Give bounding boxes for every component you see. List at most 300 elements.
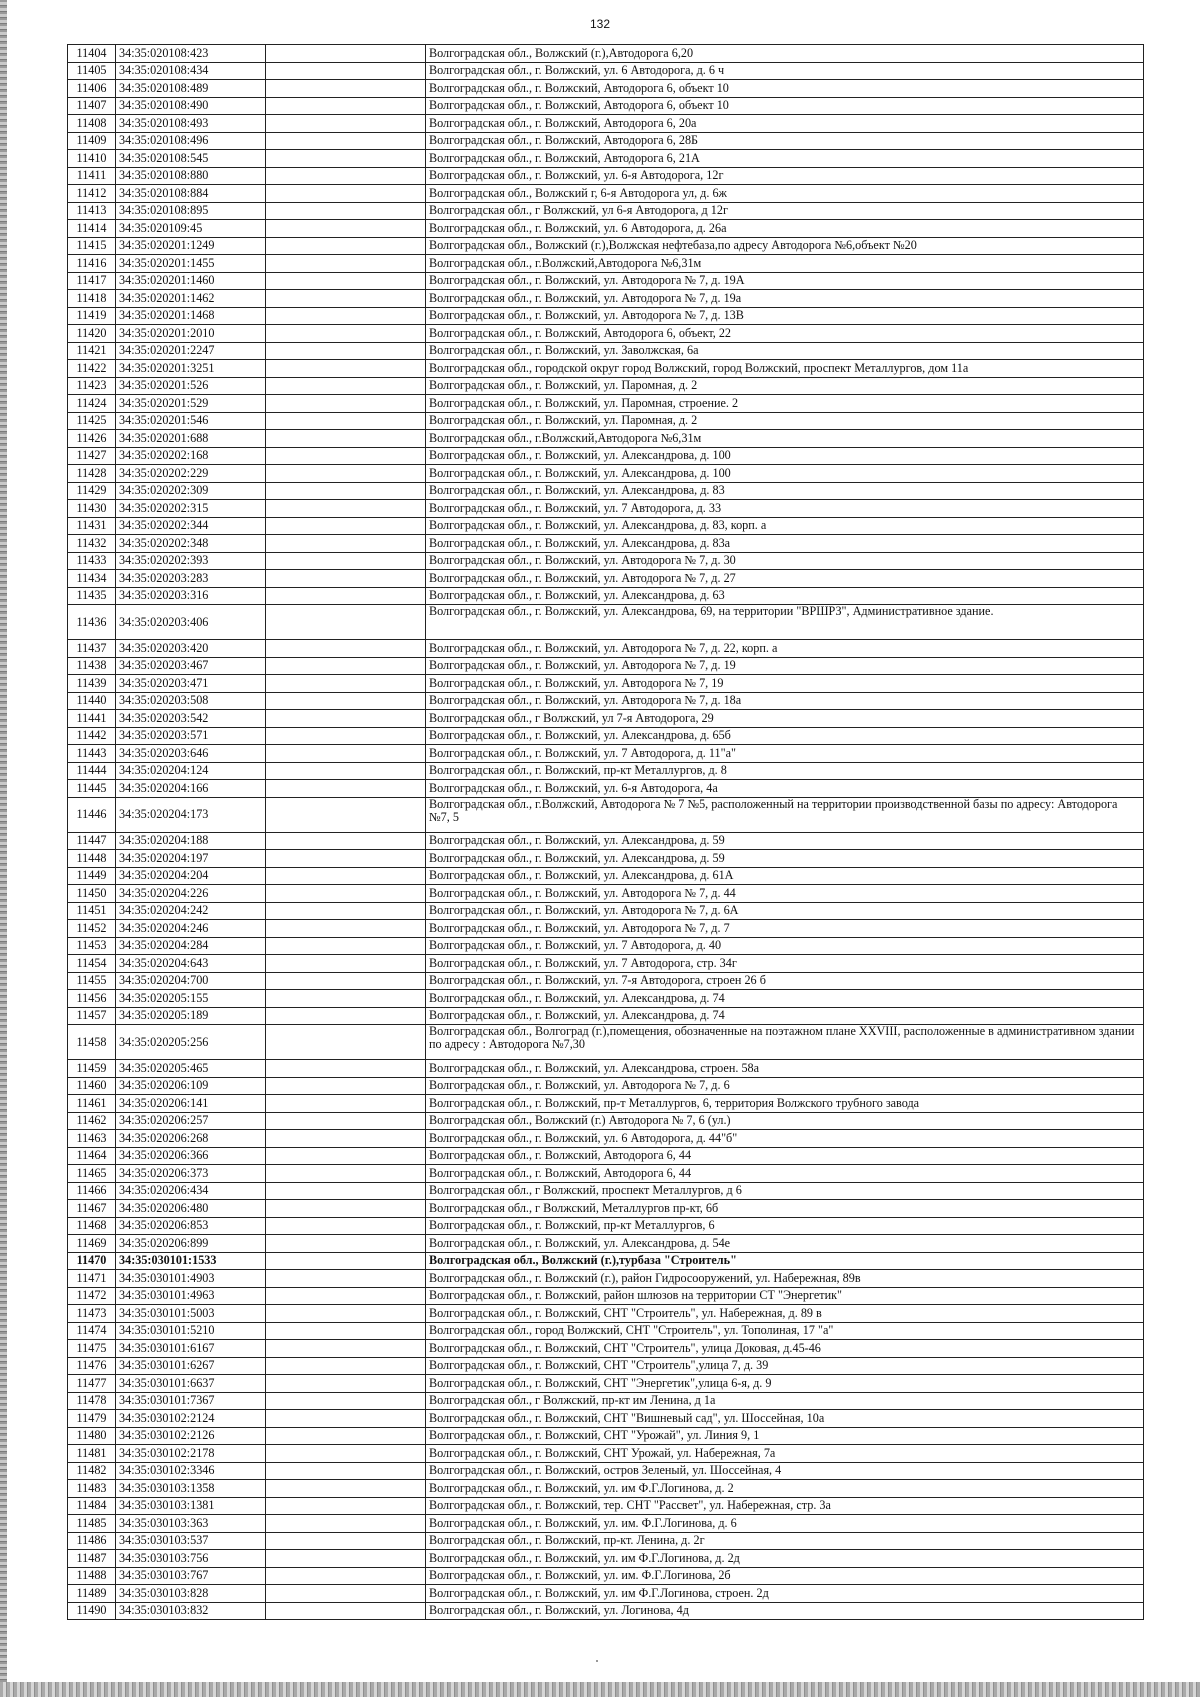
empty-cell [266,1182,426,1200]
cadastral-number-cell: 34:35:030101:7367 [116,1392,266,1410]
table-row [68,97,1144,115]
row-number-cell: 11450 [68,885,116,903]
cadastral-number-cell: 34:35:020203:471 [116,675,266,693]
empty-cell [266,1445,426,1463]
cadastral-number-cell: 34:35:020206:899 [116,1235,266,1253]
address-cell: Волгоградская обл., г. Волжский, ул. им Ф.Г.Логинова, д. 2д [426,1550,1144,1568]
address-cell: Волгоградская обл., г. Волжский, ул. Автодорога № 7, д. 19а [426,290,1144,308]
table-row [68,605,1144,640]
row-number-cell: 11460 [68,1077,116,1095]
row-number-cell: 11444 [68,762,116,780]
empty-cell [266,1515,426,1533]
address-cell: Волгоградская обл., г. Волжский, ул. Автодорога № 7, д. 6 [426,1077,1144,1095]
cadastral-number-cell: 34:35:030101:1533 [116,1252,266,1270]
empty-cell [266,850,426,868]
row-number-cell: 11475 [68,1340,116,1358]
address-cell: Волгоградская обл., г. Волжский, район шлюзов на территории СТ "Энергетик" [426,1287,1144,1305]
address-cell: Волгоградская обл., г. Волжский, СНТ Урожай, ул. Набережная, 7а [426,1445,1144,1463]
empty-cell [266,377,426,395]
cadastral-number-cell: 34:35:020206:480 [116,1200,266,1218]
table-row [68,465,1144,483]
empty-cell [266,710,426,728]
address-cell: Волгоградская обл., г. Волжский, ул. Александрова, д. 74 [426,990,1144,1008]
cadastral-number-cell: 34:35:020108:423 [116,45,266,63]
address-cell: Волгоградская обл., г. Волжский, ул. им Ф.Г.Логинова, д. 2 [426,1480,1144,1498]
cadastral-number-cell: 34:35:020108:493 [116,115,266,133]
cadastral-number-cell: 34:35:030101:6267 [116,1357,266,1375]
address-cell: Волгоградская обл., г. Волжский, СНТ "Урожай", ул. Линия 9, 1 [426,1427,1144,1445]
table-body [68,45,1144,1620]
address-cell: Волгоградская обл., г. Волжский, ул. 6 Автодорога, д. 6 ч [426,62,1144,80]
table-row [68,972,1144,990]
cadastral-number-cell: 34:35:020108:489 [116,80,266,98]
address-cell: Волгоградская обл., г. Волжский, Автодорога 6, объект 10 [426,97,1144,115]
table-row [68,1112,1144,1130]
cadastral-number-cell: 34:35:030103:828 [116,1585,266,1603]
empty-cell [266,150,426,168]
empty-cell [266,727,426,745]
empty-cell [266,185,426,203]
row-number-cell: 11462 [68,1112,116,1130]
table-row [68,1497,1144,1515]
table-row [68,710,1144,728]
table-row [68,360,1144,378]
address-cell: Волгоградская обл., г. Волжский, ул. Автодорога № 7, д. 30 [426,552,1144,570]
cadastral-number-cell: 34:35:020201:1460 [116,272,266,290]
address-cell: Волгоградская обл., г. Волжский, ул. Автодорога № 7, д. 22, корп. а [426,640,1144,658]
table-row [68,1287,1144,1305]
empty-cell [266,1252,426,1270]
address-cell: Волгоградская обл., г. Волжский, ул. Александрова, д. 63 [426,587,1144,605]
row-number-cell: 11456 [68,990,116,1008]
row-number-cell: 11484 [68,1497,116,1515]
cadastral-number-cell: 34:35:030101:6637 [116,1375,266,1393]
empty-cell [266,902,426,920]
empty-cell [266,132,426,150]
cadastral-number-cell: 34:35:030103:1381 [116,1497,266,1515]
cadastral-number-cell: 34:35:030102:2178 [116,1445,266,1463]
cadastral-number-cell: 34:35:020108:884 [116,185,266,203]
address-cell: Волгоградская обл., г. Волжский, ул. Автодорога № 7, д. 6А [426,902,1144,920]
address-cell: Волгоградская обл., Волжский г, 6-я Автодорога ул, д. 6ж [426,185,1144,203]
table-row [68,1340,1144,1358]
cadastral-number-cell: 34:35:020108:434 [116,62,266,80]
address-cell: Волгоградская обл., г. Волжский, ул. Александрова, д. 74 [426,1007,1144,1025]
row-number-cell: 11409 [68,132,116,150]
table-row [68,885,1144,903]
empty-cell [266,1165,426,1183]
table-row [68,797,1144,832]
row-number-cell: 11424 [68,395,116,413]
empty-cell [266,1287,426,1305]
table-row [68,640,1144,658]
empty-cell [266,692,426,710]
row-number-cell: 11458 [68,1025,116,1060]
table-row [68,290,1144,308]
cadastral-number-cell: 34:35:020108:895 [116,202,266,220]
table-row [68,1427,1144,1445]
empty-cell [266,255,426,273]
address-cell: Волгоградская обл., Волгоград (г.),помещения, обозначенные на поэтажном плане XXVIII, расположенные в административном здании по адресу : Автодорога №7,30 [426,1025,1144,1060]
address-cell: Волгоградская обл., г. Волжский, ул. Александрова, строен. 58а [426,1060,1144,1078]
cadastral-number-cell: 34:35:020202:229 [116,465,266,483]
row-number-cell: 11407 [68,97,116,115]
row-number-cell: 11435 [68,587,116,605]
table-row [68,1567,1144,1585]
empty-cell [266,1497,426,1515]
cadastral-number-cell: 34:35:030101:4903 [116,1270,266,1288]
table-row [68,412,1144,430]
address-cell: Волгоградская обл., городской округ город Волжский, город Волжский, проспект Металлургов, дом 11а [426,360,1144,378]
cadastral-number-cell: 34:35:020206:268 [116,1130,266,1148]
address-cell: Волгоградская обл., г. Волжский, ул. Александрова, д. 83а [426,535,1144,553]
row-number-cell: 11485 [68,1515,116,1533]
address-cell: Волгоградская обл., г. Волжский, ул. Заволжская, 6а [426,342,1144,360]
table-row [68,990,1144,1008]
row-number-cell: 11442 [68,727,116,745]
address-cell: Волгоградская обл., г. Волжский, Автодорога 6, объект 10 [426,80,1144,98]
empty-cell [266,1270,426,1288]
address-cell: Волгоградская обл., г.Волжский,Автодорога №6,31м [426,255,1144,273]
cadastral-number-cell: 34:35:020202:344 [116,517,266,535]
address-cell: Волгоградская обл., г. Волжский, Автодорога 6, объект, 22 [426,325,1144,343]
address-cell: Волгоградская обл., Волжский (г.),Автодорога 6,20 [426,45,1144,63]
address-cell: Волгоградская обл., г Волжский, ул 6-я Автодорога, д 12г [426,202,1144,220]
empty-cell [266,605,426,640]
empty-cell [266,1305,426,1323]
address-cell: Волгоградская обл., г. Волжский, ул. Александрова, д. 54е [426,1235,1144,1253]
address-cell: Волгоградская обл., г. Волжский, СНТ "Строитель",улица 7, д. 39 [426,1357,1144,1375]
empty-cell [266,675,426,693]
row-number-cell: 11439 [68,675,116,693]
empty-cell [266,1147,426,1165]
address-cell: Волгоградская обл., г. Волжский, ул. 6 Автодорога, д. 44"б" [426,1130,1144,1148]
address-cell: Волгоградская обл., Волжский (г.),Волжская нефтебаза,по адресу Автодорога №6,объект №20 [426,237,1144,255]
row-number-cell: 11426 [68,430,116,448]
empty-cell [266,272,426,290]
table-row [68,1515,1144,1533]
row-number-cell: 11483 [68,1480,116,1498]
row-number-cell: 11416 [68,255,116,273]
empty-cell [266,1532,426,1550]
table-row [68,832,1144,850]
table-row [68,780,1144,798]
empty-cell [266,1130,426,1148]
address-cell: Волгоградская обл., г. Волжский, Автодорога 6, 21А [426,150,1144,168]
empty-cell [266,972,426,990]
address-cell: Волгоградская обл., г. Волжский, ул. Паромная, д. 2 [426,377,1144,395]
empty-cell [266,115,426,133]
row-number-cell: 11476 [68,1357,116,1375]
empty-cell [266,1375,426,1393]
cadastral-number-cell: 34:35:020204:166 [116,780,266,798]
empty-cell [266,1585,426,1603]
table-row [68,1585,1144,1603]
address-cell: Волгоградская обл., город Волжский, СНТ "Строитель", ул. Тополиная, 17 "а" [426,1322,1144,1340]
empty-cell [266,587,426,605]
cadastral-number-cell: 34:35:020205:465 [116,1060,266,1078]
row-number-cell: 11465 [68,1165,116,1183]
cadastral-number-cell: 34:35:020206:373 [116,1165,266,1183]
empty-cell [266,745,426,763]
row-number-cell: 11471 [68,1270,116,1288]
table-row [68,1392,1144,1410]
address-cell: Волгоградская обл., г. Волжский, ул. Александрова, д. 83, корп. а [426,517,1144,535]
row-number-cell: 11436 [68,605,116,640]
address-cell: Волгоградская обл., г. Волжский, ул. Логинова, 4д [426,1602,1144,1620]
table-row [68,237,1144,255]
address-cell: Волгоградская обл., г. Волжский, ул. Александрова, д. 65б [426,727,1144,745]
cadastral-number-cell: 34:35:020205:256 [116,1025,266,1060]
cadastral-number-cell: 34:35:020202:315 [116,500,266,518]
table-row [68,482,1144,500]
table-row [68,937,1144,955]
row-number-cell: 11449 [68,867,116,885]
address-cell: Волгоградская обл., г. Волжский, Автодорога 6, 44 [426,1165,1144,1183]
row-number-cell: 11486 [68,1532,116,1550]
table-row [68,1130,1144,1148]
address-cell: Волгоградская обл., г. Волжский, ул. Автодорога № 7, д. 18а [426,692,1144,710]
table-row [68,255,1144,273]
cadastral-number-cell: 34:35:030103:832 [116,1602,266,1620]
row-number-cell: 11466 [68,1182,116,1200]
table-row [68,1550,1144,1568]
table-row [68,1305,1144,1323]
empty-cell [266,307,426,325]
row-number-cell: 11406 [68,80,116,98]
address-cell: Волгоградская обл., г. Волжский, ул. 7 Автодорога, д. 40 [426,937,1144,955]
address-cell: Волгоградская обл., г Волжский, Металлургов пр-кт, 6б [426,1200,1144,1218]
row-number-cell: 11443 [68,745,116,763]
empty-cell [266,867,426,885]
address-cell: Волгоградская обл., г. Волжский, СНТ "Вишневый сад", ул. Шоссейная, 10а [426,1410,1144,1428]
address-cell: Волгоградская обл., г.Волжский,Автодорога №6,31м [426,430,1144,448]
cadastral-number-cell: 34:35:020204:242 [116,902,266,920]
cadastral-number-cell: 34:35:020201:2010 [116,325,266,343]
cadastral-number-cell: 34:35:020201:3251 [116,360,266,378]
table-row [68,62,1144,80]
address-cell: Волгоградская обл., г. Волжский, ул. 7 Автодорога, стр. 34г [426,955,1144,973]
table-row [68,1375,1144,1393]
empty-cell [266,412,426,430]
cadastral-number-cell: 34:35:020204:284 [116,937,266,955]
cadastral-number-cell: 34:35:020204:204 [116,867,266,885]
row-number-cell: 11459 [68,1060,116,1078]
row-number-cell: 11451 [68,902,116,920]
row-number-cell: 11404 [68,45,116,63]
table-row [68,1480,1144,1498]
empty-cell [266,1025,426,1060]
address-cell: Волгоградская обл., г Волжский, пр-кт им Ленина, д 1а [426,1392,1144,1410]
table-row [68,1410,1144,1428]
table-row [68,342,1144,360]
table-row [68,1270,1144,1288]
empty-cell [266,640,426,658]
table-row [68,535,1144,553]
row-number-cell: 11438 [68,657,116,675]
row-number-cell: 11469 [68,1235,116,1253]
row-number-cell: 11430 [68,500,116,518]
row-number-cell: 11419 [68,307,116,325]
table-row [68,202,1144,220]
empty-cell [266,1007,426,1025]
address-cell: Волгоградская обл., г. Волжский, Автодорога 6, 44 [426,1147,1144,1165]
cadastral-number-cell: 34:35:020108:490 [116,97,266,115]
cadastral-number-cell: 34:35:020202:348 [116,535,266,553]
address-cell: Волгоградская обл., г. Волжский, ул. им. Ф.Г.Логинова, 2б [426,1567,1144,1585]
cadastral-number-cell: 34:35:020205:189 [116,1007,266,1025]
empty-cell [266,1410,426,1428]
table-row [68,1095,1144,1113]
address-cell: Волгоградская обл., г. Волжский, пр-кт Металлургов, 6 [426,1217,1144,1235]
cadastral-number-cell: 34:35:030103:1358 [116,1480,266,1498]
row-number-cell: 11470 [68,1252,116,1270]
table-row [68,377,1144,395]
row-number-cell: 11457 [68,1007,116,1025]
empty-cell [266,1200,426,1218]
cadastral-number-cell: 34:35:020204:188 [116,832,266,850]
table-row [68,1165,1144,1183]
table-row [68,307,1144,325]
cadastral-number-cell: 34:35:020205:155 [116,990,266,1008]
table-row [68,1235,1144,1253]
table-row [68,727,1144,745]
address-cell: Волгоградская обл., г. Волжский, СНТ "Строитель", ул. Набережная, д. 89 в [426,1305,1144,1323]
empty-cell [266,430,426,448]
cadastral-number-cell: 34:35:020109:45 [116,220,266,238]
address-cell: Волгоградская обл., г. Волжский, ул. 6-я Автодорога, 4а [426,780,1144,798]
table-row [68,517,1144,535]
address-cell: Волгоградская обл., г.Волжский, Автодорога № 7 №5, расположенный на территории производственной базы по адресу: Автодорога №7, 5 [426,797,1144,832]
cadastral-number-cell: 34:35:020203:571 [116,727,266,745]
row-number-cell: 11432 [68,535,116,553]
empty-cell [266,552,426,570]
cadastral-number-cell: 34:35:020201:526 [116,377,266,395]
table-row [68,500,1144,518]
empty-cell [266,342,426,360]
address-cell: Волгоградская обл., г. Волжский, ул. Александрова, д. 59 [426,850,1144,868]
table-row [68,762,1144,780]
row-number-cell: 11480 [68,1427,116,1445]
row-number-cell: 11434 [68,570,116,588]
empty-cell [266,220,426,238]
table-row [68,167,1144,185]
empty-cell [266,45,426,63]
address-cell: Волгоградская обл., г. Волжский, ул. Автодорога № 7, д. 13В [426,307,1144,325]
row-number-cell: 11417 [68,272,116,290]
address-cell: Волгоградская обл., г. Волжский, СНТ "Строитель", улица Доковая, д.45-46 [426,1340,1144,1358]
row-number-cell: 11446 [68,797,116,832]
empty-cell [266,797,426,832]
row-number-cell: 11427 [68,447,116,465]
row-number-cell: 11447 [68,832,116,850]
table-row [68,867,1144,885]
row-number-cell: 11477 [68,1375,116,1393]
cadastral-number-cell: 34:35:020201:2247 [116,342,266,360]
address-cell: Волгоградская обл., г. Волжский, ул. 7 Автодорога, д. 33 [426,500,1144,518]
empty-cell [266,1217,426,1235]
row-number-cell: 11414 [68,220,116,238]
cadastral-number-cell: 34:35:020108:496 [116,132,266,150]
address-cell: Волгоградская обл., г Волжский, проспект Металлургов, д 6 [426,1182,1144,1200]
cadastral-number-cell: 34:35:020203:467 [116,657,266,675]
empty-cell [266,955,426,973]
empty-cell [266,657,426,675]
address-cell: Волгоградская обл., г. Волжский, ул. 7-я Автодорога, строен 26 б [426,972,1144,990]
table-row [68,220,1144,238]
empty-cell [266,1550,426,1568]
empty-cell [266,167,426,185]
row-number-cell: 11433 [68,552,116,570]
address-cell: Волгоградская обл., г. Волжский, ул. Александрова, д. 59 [426,832,1144,850]
empty-cell [266,360,426,378]
address-cell: Волгоградская обл., г. Волжский, тер. СНТ "Рассвет", ул. Набережная, стр. 3а [426,1497,1144,1515]
table-row [68,1182,1144,1200]
row-number-cell: 11431 [68,517,116,535]
address-cell: Волгоградская обл., г. Волжский, ул. 7 Автодорога, д. 11"а" [426,745,1144,763]
cadastral-number-cell: 34:35:020201:1455 [116,255,266,273]
row-number-cell: 11425 [68,412,116,430]
address-cell: Волгоградская обл., Волжский (г.) Автодорога № 7, 6 (ул.) [426,1112,1144,1130]
cadastral-number-cell: 34:35:020203:316 [116,587,266,605]
cadastral-number-cell: 34:35:020204:173 [116,797,266,832]
row-number-cell: 11411 [68,167,116,185]
empty-cell [266,1095,426,1113]
table-row [68,657,1144,675]
address-cell: Волгоградская обл., г. Волжский, пр-т Металлургов, 6, территория Волжского трубного завода [426,1095,1144,1113]
scan-edge-bottom [0,1682,1200,1697]
cadastral-number-cell: 34:35:020204:700 [116,972,266,990]
row-number-cell: 11461 [68,1095,116,1113]
empty-cell [266,447,426,465]
row-number-cell: 11440 [68,692,116,710]
cadastral-number-cell: 34:35:020201:1462 [116,290,266,308]
empty-cell [266,762,426,780]
cadastral-number-cell: 34:35:020201:1468 [116,307,266,325]
cadastral-number-cell: 34:35:020203:646 [116,745,266,763]
cadastral-number-cell: 34:35:020204:226 [116,885,266,903]
property-registry-table [67,44,1144,1620]
row-number-cell: 11464 [68,1147,116,1165]
table-row [68,272,1144,290]
empty-cell [266,780,426,798]
table-row [68,850,1144,868]
address-cell: Волгоградская обл., г. Волжский, остров Зеленый, ул. Шоссейная, 4 [426,1462,1144,1480]
empty-cell [266,237,426,255]
row-number-cell: 11408 [68,115,116,133]
table-row [68,1025,1144,1060]
row-number-cell: 11463 [68,1130,116,1148]
cadastral-number-cell: 34:35:030102:3346 [116,1462,266,1480]
address-cell: Волгоградская обл., г. Волжский, ул. Автодорога № 7, д. 44 [426,885,1144,903]
row-number-cell: 11441 [68,710,116,728]
empty-cell [266,1060,426,1078]
cadastral-number-cell: 34:35:020201:546 [116,412,266,430]
table-row [68,325,1144,343]
cadastral-number-cell: 34:35:020108:880 [116,167,266,185]
table-row [68,1462,1144,1480]
empty-cell [266,885,426,903]
row-number-cell: 11481 [68,1445,116,1463]
table-row [68,1322,1144,1340]
row-number-cell: 11453 [68,937,116,955]
row-number-cell: 11412 [68,185,116,203]
row-number-cell: 11405 [68,62,116,80]
address-cell: Волгоградская обл., г. Волжский, ул. Александрова, д. 100 [426,465,1144,483]
table-row [68,692,1144,710]
cadastral-number-cell: 34:35:020203:406 [116,605,266,640]
table-row [68,447,1144,465]
